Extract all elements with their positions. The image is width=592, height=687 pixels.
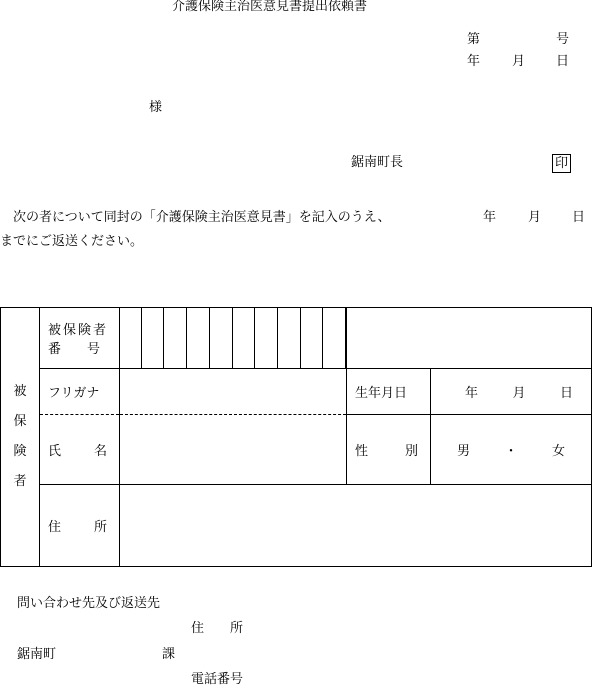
- insured-side-label: [1, 308, 40, 567]
- sex-label-char: 別: [404, 444, 418, 459]
- insured-number-extra: [347, 308, 592, 369]
- digit-box[interactable]: [323, 308, 346, 368]
- digit-box[interactable]: [164, 308, 187, 368]
- side-label-char: 険: [13, 444, 27, 459]
- birth-month: 月: [512, 386, 526, 401]
- birthdate-field[interactable]: [431, 369, 592, 415]
- document-title: 介護保険主治医意見書提出依頼書: [172, 0, 368, 14]
- address-label-char: 住: [48, 520, 62, 535]
- insured-person-form: [0, 307, 592, 567]
- insured-number-label-line2: 番 号: [48, 342, 101, 357]
- sex-male[interactable]: 男: [457, 444, 471, 459]
- birth-day: 日: [559, 386, 573, 401]
- request-text-line2: までにご返送ください。: [0, 234, 144, 249]
- address-label-char: 所: [93, 520, 107, 535]
- insured-number-digits[interactable]: [120, 308, 347, 369]
- digit-box[interactable]: [301, 308, 324, 368]
- seal-mark: 印: [552, 154, 571, 173]
- name-label: [40, 415, 120, 485]
- digit-box[interactable]: [255, 308, 278, 368]
- doc-date-month: 月: [512, 54, 526, 69]
- digit-box[interactable]: [120, 308, 142, 368]
- furigana-field[interactable]: [120, 369, 347, 415]
- insured-number-label: [40, 308, 120, 369]
- addressee-honorific: 様: [149, 100, 163, 115]
- sex-label: [347, 415, 431, 485]
- digit-box[interactable]: [278, 308, 301, 368]
- side-label-char: 者: [13, 474, 27, 489]
- side-label-char: 被: [13, 384, 27, 399]
- digit-box[interactable]: [233, 308, 256, 368]
- doc-date-year: 年: [467, 54, 481, 69]
- sex-female[interactable]: 女: [551, 444, 565, 459]
- contact-address-label: 住 所: [191, 621, 244, 636]
- request-text-line1: 次の者について同封の「介護保険主治医意見書」を記入のうえ、: [13, 210, 391, 225]
- furigana-label: フリガナ: [40, 369, 120, 415]
- name-label-char: 氏: [48, 444, 62, 459]
- side-label-char: 保: [13, 414, 27, 429]
- deadline-day: 日: [572, 210, 586, 225]
- address-field[interactable]: [120, 485, 592, 567]
- contact-town: 鋸南町: [17, 647, 57, 662]
- deadline-month: 月: [528, 210, 542, 225]
- contact-heading: 問い合わせ先及び返送先: [17, 596, 161, 611]
- address-label: [40, 485, 120, 567]
- digit-box[interactable]: [187, 308, 210, 368]
- name-field[interactable]: [120, 415, 347, 485]
- contact-section: 課: [162, 647, 176, 662]
- digit-box[interactable]: [142, 308, 165, 368]
- doc-date-day: 日: [556, 54, 570, 69]
- sex-separator: ・: [504, 444, 518, 459]
- contact-phone-label: 電話番号: [191, 672, 244, 687]
- doc-number-suffix: 号: [556, 32, 570, 47]
- sender-name: 鋸南町長: [351, 155, 404, 170]
- digit-box[interactable]: [210, 308, 233, 368]
- doc-number-prefix: 第: [467, 32, 481, 47]
- sex-label-char: 性: [355, 444, 369, 459]
- birth-year: 年: [465, 386, 479, 401]
- birthdate-label: 生年月日: [347, 369, 431, 415]
- sex-field[interactable]: [431, 415, 592, 485]
- deadline-year: 年: [483, 210, 497, 225]
- name-label-char: 名: [93, 444, 107, 459]
- insured-number-label-line1: 被保険者: [48, 323, 109, 338]
